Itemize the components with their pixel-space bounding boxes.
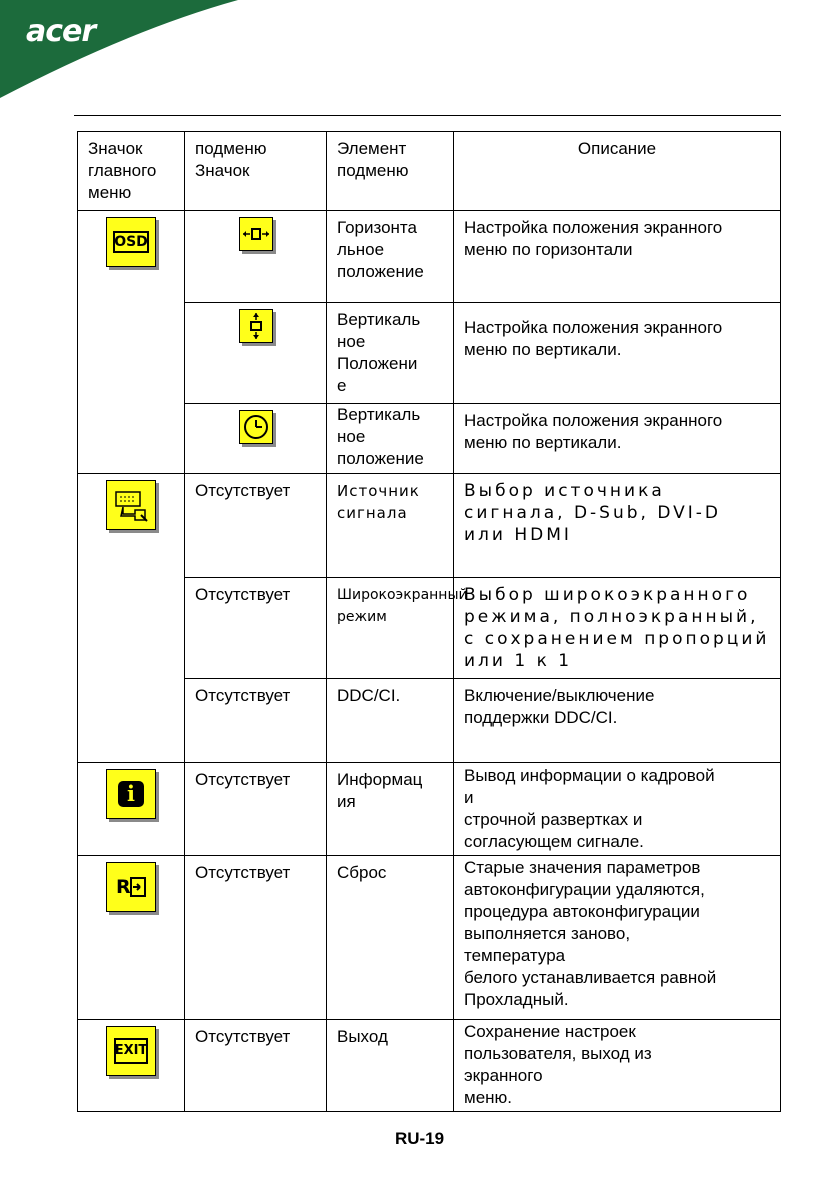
description-cell: Настройка положения экранного меню по вертикали. [454,303,781,404]
table-row [78,856,781,1020]
exit-icon-label: EXIT [114,1043,148,1058]
h-position-icon [239,217,273,251]
submenu-item-cell: Вертикаль ное положение [327,404,454,474]
header-divider [74,115,781,116]
info-main-icon-cell [78,763,185,856]
exit-main-icon-cell [78,1020,185,1112]
reset-icon [106,862,156,912]
submenu-icon-cell [185,211,327,303]
description-cell: Настройка положения экранного меню по горизонтали [454,211,781,303]
information-icon [106,769,156,819]
exit-icon [106,1026,156,1076]
header-submenu-item: Элемент подменю [327,132,454,211]
osd-menu-table [77,131,781,1112]
table-row [78,763,781,856]
header-description: Описание [454,132,781,211]
submenu-item-cell: DDC/CI. [327,679,454,763]
osd-icon [106,217,156,267]
submenu-item-cell: Источник сигнала [327,474,454,578]
header-submenu-icon: подменю Значок [185,132,327,211]
submenu-icon-cell: Отсутствует [185,679,327,763]
osd-icon-label: OSD [114,234,148,250]
v-position-icon [239,309,273,343]
submenu-item-cell: Выход [327,1020,454,1112]
table-header-row [78,132,781,211]
acer-logo-text: acer [26,14,96,49]
table-row [78,474,781,578]
description-cell: Настройка положения экранного меню по вертикали. [454,404,781,474]
submenu-item-cell: Сброс [327,856,454,1020]
submenu-item-cell: Вертикаль ное Положени е [327,303,454,404]
description-cell: Старые значения параметров автоконфигурации удаляются, процедура автоконфигурации выполняется заново, температура белого устанавливается равной Прохладный. [454,856,781,1020]
input-source-icon [106,480,156,530]
description-cell: Вывод информации о кадровой и строчной развертках и согласующем сигнале. [454,763,781,856]
page-number: RU-19 [394,1129,445,1148]
header-main-icon: Значок главного меню [78,132,185,211]
table-row [78,211,781,303]
submenu-icon-cell: Отсутствует [185,856,327,1020]
submenu-icon-cell: Отсутствует [185,578,327,679]
submenu-item-cell: Горизонта льное положение [327,211,454,303]
reset-main-icon-cell [78,856,185,1020]
description-cell: Сохранение настроек пользователя, выход из экранного меню. [454,1020,781,1112]
description-cell: Выбор источника сигнала, D-Sub, DVI-D или HDMI [454,474,781,578]
submenu-icon-cell: Отсутствует [185,763,327,856]
submenu-icon-cell [185,404,327,474]
osd-main-icon-cell [78,211,185,474]
clock-icon [239,410,273,444]
information-icon-glyph: i [127,781,135,806]
reset-icon-glyph: R [116,876,131,898]
submenu-icon-cell: Отсутствует [185,474,327,578]
description-cell: Выбор широкоэкранного режима, полноэкранный, с сохранением пропорций или 1 к 1 [454,578,781,679]
submenu-icon-cell: Отсутствует [185,1020,327,1112]
submenu-item-cell: Широкоэкранный режим [327,578,454,679]
submenu-item-cell: Информац ия [327,763,454,856]
submenu-icon-cell [185,303,327,404]
table-row [78,1020,781,1112]
input-main-icon-cell [78,474,185,763]
description-cell: Включение/выключение поддержки DDC/CI. [454,679,781,763]
